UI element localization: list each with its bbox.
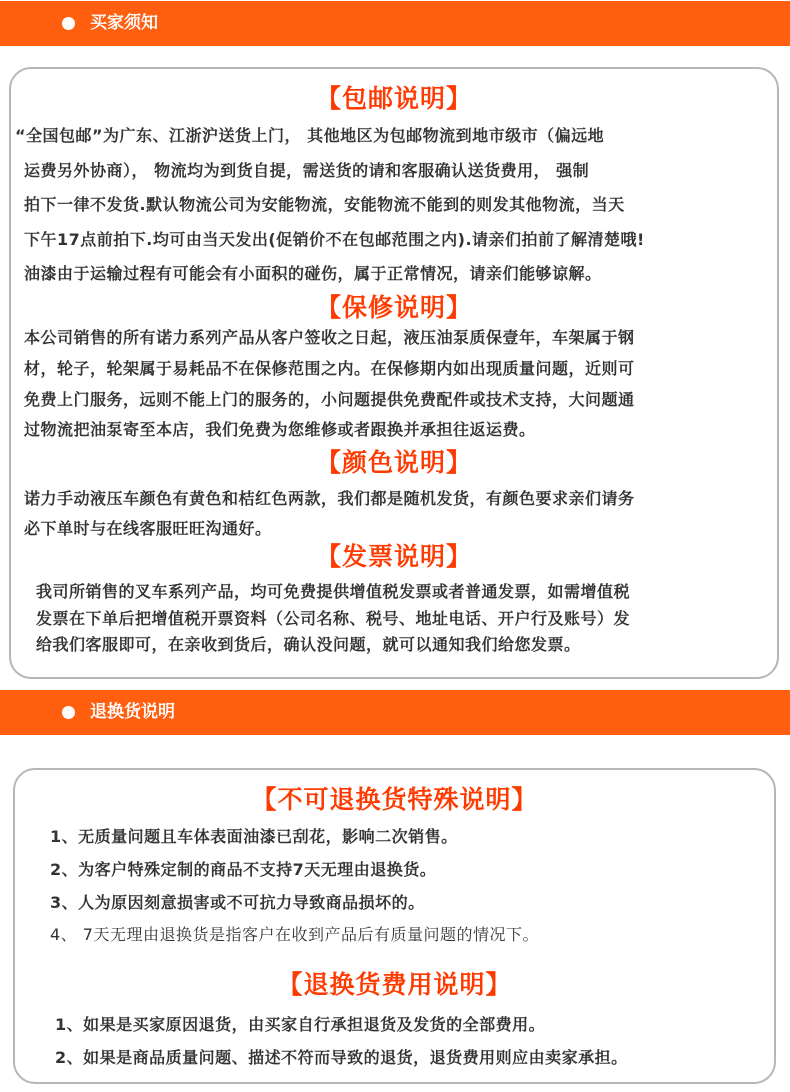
warranty-line: 本公司销售的所有诺力系列产品从客户签收之日起，液压油泵质保壹年，车架属于钢 [24, 328, 635, 347]
special-item: 2、为客户特殊定制的商品不支持7天无理由退换货。 [50, 860, 437, 879]
special-item: 3、人为原因刻意损害或不可抗力导致商品损坏的。 [50, 893, 425, 912]
fees-heading: 【退换货费用说明】 [277, 970, 512, 999]
buyer-notice-bar [0, 1, 790, 46]
invoice-line: 我司所销售的叉车系列产品，均可免费提供增值税发票或者普通发票，如需增值税 [36, 582, 631, 601]
return-policy-card [13, 768, 776, 1084]
fees-item: 2、如果是商品质量问题、描述不符而导致的退货，退货费用则应由卖家承担。 [55, 1048, 628, 1067]
shipping-line: 运费另外协商）， 物流均为到货自提，需送货的请和客服确认送货费用， 强制 [24, 161, 590, 180]
warranty-line: 免费上门服务，远则不能上门的服务的，小问题提供免费配件或技术支持，大问题通 [24, 390, 635, 409]
color-line: 诺力手动液压车颜色有黄色和桔红色两款，我们都是随机发货，有颜色要求亲们请务 [24, 489, 635, 508]
shipping-line: 拍下一律不发货.默认物流公司为安能物流，安能物流不能到的则发其他物流，当天 [24, 195, 625, 214]
special-item: 4、 7天无理由退换货是指客户在收到产品后有质量问题的情况下。 [50, 925, 539, 944]
bullet-dot-icon [62, 17, 75, 30]
buyer-notice-card [9, 67, 779, 679]
shipping-line: 下午17点前拍下.均可由当天发出(促销价不在包邮范围之内).请亲们拍前了解清楚哦! [24, 230, 645, 249]
invoice-line: 发票在下单后把增值税开票资料（公司名称、税号、地址电话、开户行及账号）发 [36, 609, 631, 628]
bullet-dot-icon [62, 706, 75, 719]
fees-item: 1、如果是买家原因退货，由买家自行承担退货及发货的全部费用。 [55, 1015, 546, 1034]
invoice-heading: 【发票说明】 [315, 542, 472, 571]
color-line: 必下单时与在线客服旺旺沟通好。 [24, 519, 272, 538]
section-title: 买家须知 [90, 13, 158, 33]
special-heading: 【不可退换货特殊说明】 [251, 785, 538, 814]
special-item: 1、无质量问题且车体表面油漆已刮花，影响二次销售。 [50, 827, 458, 846]
return-policy-bar [0, 690, 790, 735]
shipping-line: 油漆由于运输过程有可能会有小面积的碰伤，属于正常情况，请亲们能够谅解。 [24, 264, 602, 283]
invoice-line: 给我们客服即可，在亲收到货后，确认没问题，就可以通知我们给您发票。 [36, 635, 581, 654]
shipping-line: “全国包邮”为广东、江浙沪送货上门， 其他地区为包邮物流到地市级市（偏远地 [15, 126, 605, 145]
warranty-line: 过物流把油泵寄至本店，我们免费为您维修或者跟换并承担往返运费。 [24, 420, 536, 439]
warranty-line: 材，轮子，轮架属于易耗品不在保修范围之内。在保修期内如出现质量问题，近则可 [24, 359, 635, 378]
section-title: 退换货说明 [90, 702, 175, 722]
warranty-heading: 【保修说明】 [315, 293, 472, 322]
color-heading: 【颜色说明】 [315, 448, 472, 477]
shipping-heading: 【包邮说明】 [315, 84, 472, 113]
